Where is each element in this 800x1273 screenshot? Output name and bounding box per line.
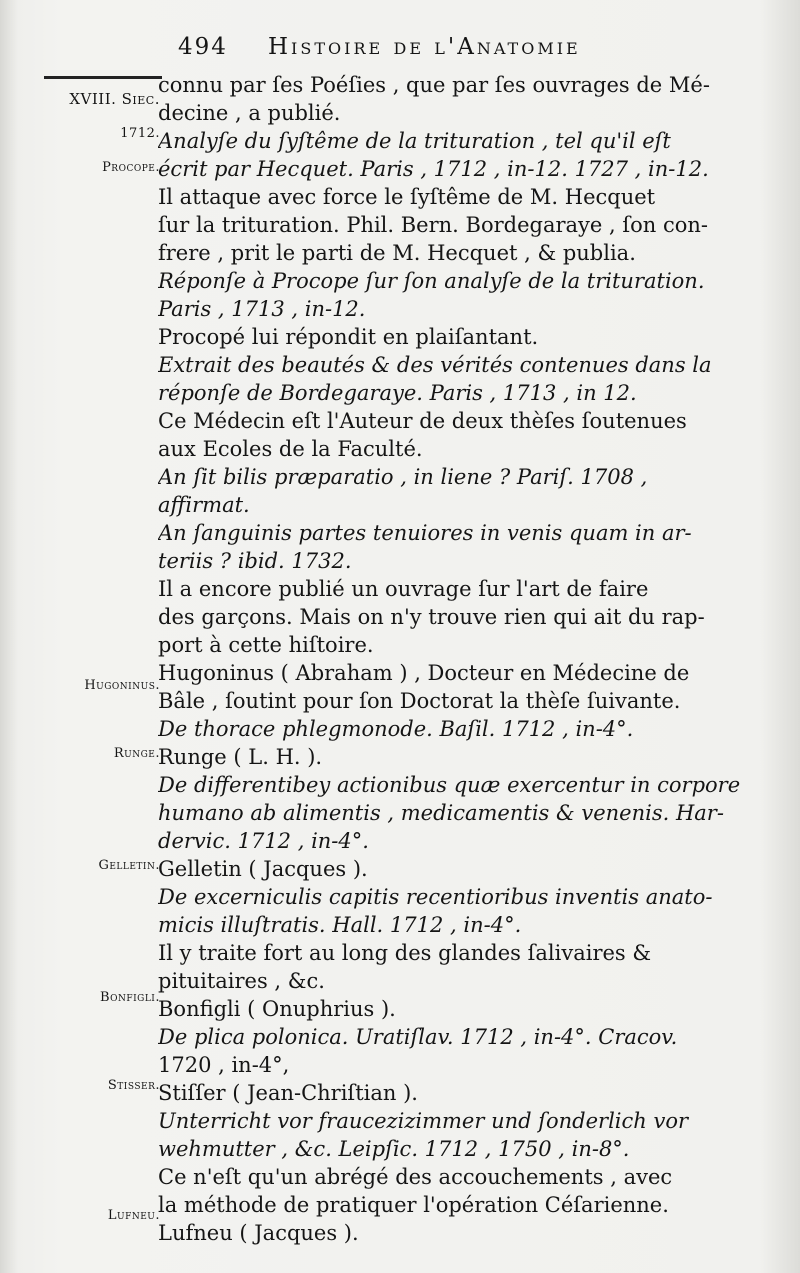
text-line: An ſanguinis partes tenuiores in venis quam in ar- (158, 521, 692, 545)
text-line: des garçons. Mais on n'y trouve rien qui ait du rap- (158, 605, 705, 629)
text-line: teriis ? ibid. 1732. (158, 549, 352, 573)
text-line: De differentibey actionibus quæ exercentur in corpore (158, 773, 741, 797)
margin-note-bonfigli: Bonfigli. (100, 990, 160, 1005)
text-line: Analyſe du ſyſtême de la trituration , tel qu'il eſt (158, 129, 671, 153)
header-rule (44, 76, 162, 79)
text-line: Lufneu ( Jacques ). (158, 1221, 359, 1245)
text-line: Il y traite fort au long des glandes ſalivaires & (158, 941, 652, 965)
text-line: dervic. 1712 , in-4°. (158, 829, 369, 853)
text-line: decine , a publié. (158, 101, 341, 125)
text-line: ſur la trituration. Phil. Bern. Bordegaraye , ſon con- (158, 213, 708, 237)
running-header (160, 32, 800, 68)
text-line: Procopé lui répondit en plaiſantant. (158, 325, 539, 349)
page-number: 494 (178, 34, 228, 60)
text-line: humano ab alimentis , medicamentis & venenis. Har- (158, 801, 724, 825)
text-line: Unterricht vor fraucezizimmer und ſonderlich vor (158, 1109, 689, 1133)
text-line: Runge ( L. H. ). (158, 745, 323, 769)
text-line: affirmat. (158, 493, 250, 517)
text-line: Ce Médecin eſt l'Auteur de deux thèſes ſoutenues (158, 409, 687, 433)
text-line: Il attaque avec force le ſyſtême de M. Hecquet (158, 185, 656, 209)
text-line: pituitaires , &c. (158, 969, 325, 993)
margin-note-hugoninus: Hugoninus. (84, 678, 160, 693)
text-line: Réponſe à Procope ſur ſon analyſe de la trituration. (158, 269, 705, 293)
text-line: la méthode de pratiquer l'opération Céſarienne. (158, 1193, 669, 1217)
margin-note-gelletin: Gelletin. (98, 858, 160, 873)
margin-note-stisser: Stisser. (107, 1078, 160, 1093)
text-line: Extrait des beautés & des vérités contenues dans la (158, 353, 712, 377)
margin-note-year: 1712. (120, 126, 160, 141)
margin-note-procope: Procope. (102, 160, 160, 175)
margin-note-runge: Runge. (113, 746, 160, 761)
text-line: Paris , 1713 , in-12. (158, 297, 366, 321)
text-line: frere , prit le parti de M. Hecquet , & publia. (158, 241, 636, 265)
running-title: Histoire de l'Anatomie (268, 34, 581, 60)
text-line: De plica polonica. Uratiſlav. 1712 , in-4°. Cracov. (158, 1025, 678, 1049)
text-line: connu par ſes Poéſies , que par ſes ouvrages de Mé- (158, 73, 710, 97)
text-line: 1720 , in-4°, (158, 1053, 290, 1077)
text-line: port à cette hiſtoire. (158, 633, 374, 657)
text-line: An ſit bilis præparatio , in liene ? Pariſ. 1708 , (158, 465, 648, 489)
text-line: wehmutter , &c. Leipſic. 1712 , 1750 , in-8°. (158, 1137, 630, 1161)
text-line: réponſe de Bordegaraye. Paris , 1713 , in 12. (158, 381, 637, 405)
text-line: Gelletin ( Jacques ). (158, 857, 368, 881)
text-line: Bonfigli ( Onuphrius ). (158, 997, 396, 1021)
text-line: De excerniculis capitis recentioribus inventis anato- (158, 885, 713, 909)
text-line: micis illuſtratis. Hall. 1712 , in-4°. (158, 913, 522, 937)
text-line: De thorace phlegmonode. Baſil. 1712 , in-4°. (158, 717, 634, 741)
text-line: Hugoninus ( Abraham ) , Docteur en Médecine de (158, 661, 690, 685)
margin-note-century: XVIII. Siec. (69, 90, 160, 108)
margin-note-lufneu: Lufneu. (107, 1208, 160, 1223)
text-line: Bâle , ſoutint pour ſon Doctorat la thèſe ſuivante. (158, 689, 681, 713)
text-line: Ce n'eſt qu'un abrégé des accouchements , avec (158, 1165, 673, 1189)
text-line: aux Ecoles de la Faculté. (158, 437, 423, 461)
text-line: Il a encore publié un ouvrage ſur l'art de faire (158, 577, 649, 601)
text-line: écrit par Hecquet. Paris , 1712 , in-12. 1727 , in-12. (158, 157, 709, 181)
text-line: Stiſſer ( Jean-Chriſtian ). (158, 1081, 418, 1105)
